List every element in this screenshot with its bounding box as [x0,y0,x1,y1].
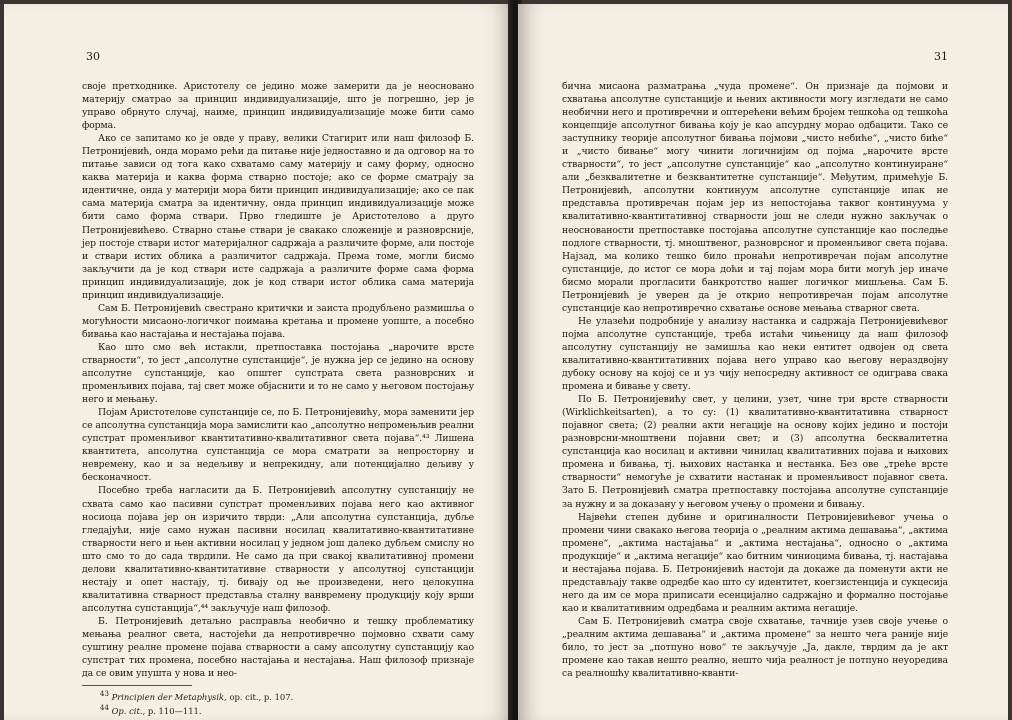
paragraph: Појам Аристотелове супстанције се, по Б. Петронијевићу, мора заменити јер се апсолутна супстанција мора замислити као „апсолутно непромењљив реални супстрат променљивог квантитативно-квалитативног света појава“.⁴³ Лишена квантитета, апсолутна супстанција се мора сматрати за непросторну и невремену, као и за недељиву и непрекидну, али потенцијално дељиву у бесконачност. [82,407,474,484]
paragraph: Сам Б. Петронијевић свестрано критички и заиста продубљено размишља о могућности мисаоно-логичког поимања кретања и промене уопште, а посебно бивања као настајања и нестајања појава. [82,302,474,340]
paragraph: По Б. Петронијевићу свет, у целини, узет, чине три врсте стварности (Wirklichkeitsarten), а то су: (1) квалитативно-квантитативна стварност појавног света; (2) реални акти негације на основу којих једино и постоји разноврсни-мноштвени појавни свет; и (3) апсолутна бесквалитетна супстанција као носилац и активни чинилац квалитативних појава и њихових промена и бивања, тј. њихових настанка и нестанка. Без ове „треће врсте стварности“ немогуће је схватити настанак и променљивост појавног света. Зато Б. Петронијевић сматра претпоставку постојања апсолутне супстанције за нужну и за доказану у његовом учењу о промени и бивању. [562,394,948,510]
right-page [518,4,1008,720]
footnote-title: Principien der Metaphysik, [111,691,227,702]
paragraph: Посебно треба нагласити да Б. Петронијевић апсолутну супстанцију не схвата само као пасивни супстрат променљивих појава него као активног носиоца појава јер он изричито тврди: „Али апсолутна супстанција, дубље гледајући, није само нужан пасивни носилац квалитативно-квантитативне стварности него и њен активни носилац у једном још далеко дубљем смислу но што смо то до сада тврдили. Не само да при свакој квалитативној промени делови квалитативно-квантитативне стварности у апсолутној супстанцији нестају и опет настају, тј. бивају од ње произведени, него целокупна квалитативна стварност представља сталну ванвремену продукцију коју врши апсолутна супстанција“,⁴⁴ закључује наш филозоф. [82,485,474,614]
paragraph: своје претходнике. Аристотелу се једино може замерити да је неосновано материју сматрао за принцип индивидуализације, што је погрешно, јер је управо обрнуто случај, наиме, принцип индивидуализације може бити само форма. [82,81,474,132]
left-page [4,4,512,720]
paragraph: Не улазећи подробније у анализу настанка и садржаја Петронијевићевог појма апсолутне супстанције, треба истаћи чињеницу да наш филозоф апсолутну супстанцију не замишља као неки ентитет одвојен од света квалитативно-квантитативних појава него управо као његову нераздвојну дубоку основу на којој се и уз чију непосредну активност се одиграва свака промена и бивање у свету. [562,315,948,393]
paragraph: Сам Б. Петронијевић сматра своје схватање, тачније узев своје учење о „реалним актима дешавања“ и „актима промене“ за нешто чега раније није било, то јест за „потпуно ново“ те закључује „Ја, дакле, тврдим да је акт промене као такав нешто реално, нешто чија реалност је потпуно неуоредива са реалношћу квалитативно-кванти- [562,615,948,680]
paragraph: Ако се запитамо ко је овде у праву, велики Стагирит или наш филозоф Б. Петронијевић, онда морамо рећи да питање није једноставно и да одговор на то питање зависи од тога како схватамо саму материју и саму форму, односно каква материја и каква форма стварно постоје; ако се форме сматрају за идентичне, онда у материји мора бити принцип индивидуализације; ако се пак сама материја сматра за идентичну, онда принцип индивидуализације може бити само форма ствари. Прво гледиште је Аристотелово а друго Петронијевићево. Стварно стање ствари је свакако сложеније и разноврсније, јер постоје ствари истог материјалног садржаја а различите форме, али постоје и ствари истих облика а различитог садржаја. Према томе, могли бисмо закључити да је код ствари исте садржаја а различите форме сама форма принцип индивидуализације, док је код ствари истог облика сама материја принцип индивидуализације. [82,133,474,301]
footnote-number: 43 [100,690,109,699]
left-page-body [82,80,474,680]
paragraph: Б. Петронијевић детаљно расправља необично и тешку проблематику мењања реалног света, настојећи да непротивречно појмовно схвати саму суштину реалне промене појава стварности а саму апсолутну супстанцију као супстрат тих промена, посебно настајања и нестајања. Наш филозоф признаје да се овим упушта у нова и нео- [82,615,474,680]
paragraph: Као што смо већ истакли, претпоставка постојања „нарочите врсте стварности“, то јест „апсолутне супстанције“, је нужна јер се једино на основу апсолутне супстанције, као општег супстрата света разноврсних и променљивих појава, тај свет може објаснити и то не само у његовом постојању него и мењању. [82,341,474,406]
page-number: 31 [934,50,948,63]
footnote-rest: op. cit., p. 107. [226,691,294,702]
footnote-title: Op. cit., [111,706,146,717]
footnote-rest: p. 110—111. [145,706,202,717]
footnotes [82,685,294,718]
paragraph: бична мисаона разматрања „чуда промене“. Он признаје да појмови и схватања апсолутне супстанције и њених активности могу изгледати не само необични него и противречни и оптерећени већим бројем тешкоћа од тешкоћа концепције апсолутног бивања коју је као апсурдну морао одбацити. Тако се заступнику теорије апсолутног бивања појмови „чисто небиће“, „чисто биће“ и „чисто бивање“ могу чинити логичнијим од појма „нарочите врсте стварности“, то јест „апсолутне супстанције“ као „апсолутно континуиране“ али „безквалитетне и безквантитетне супстанције“. Међутим, примећује Б. Петронијевић, апсолутни континуум апсолутне супстанције ипак не представља противречан појам јер из непостојања таквог континуума у квалитативно-квантитативној стварности још не следи нужно закључак о неоснованости претпоставке постојања апсолутне супстанције као последње подлоге стварности, тј. мноштвеног, разноврсног и променљивог света појава. Најзад, ма колико тешко било пронаћи непротивречан појам апсолутне супстанције, до истог се мора доћи и тај појам мора бити могућ јер иначе бисмо морали прогласити банкротство нашег логичког мишљења. Сам Б. Петронијевић је уверен да је открио непротивречан појам апсолутне супстанције као непротивречно схватање основе мењања стварног света. [562,81,948,314]
right-page-body [562,80,948,680]
footnote-number: 44 [100,704,109,713]
page-number: 30 [86,50,100,63]
footnote [100,689,480,703]
paragraph: Највећи степен дубине и оригиналности Петронијевићевог учења о промени чини свакако његова теорија о „реалним актима дешавања“, „актима промене“, „актима настајања“ и „актима нестајања“, односно о „актима продукције“ и „актима негације“ као битним чиниоцима бивања, тј. настајања и нестајања појава. Б. Петронијевић настоји да докаже да поменути акти не представљају такве одредбе као што су идентитет, коегзистенција и сукцесија него да им се мора приписати есенцијално садржајно и формално постојање као и квалитативним одредбама и реалним актима негације. [562,511,948,614]
footnote [100,703,480,717]
